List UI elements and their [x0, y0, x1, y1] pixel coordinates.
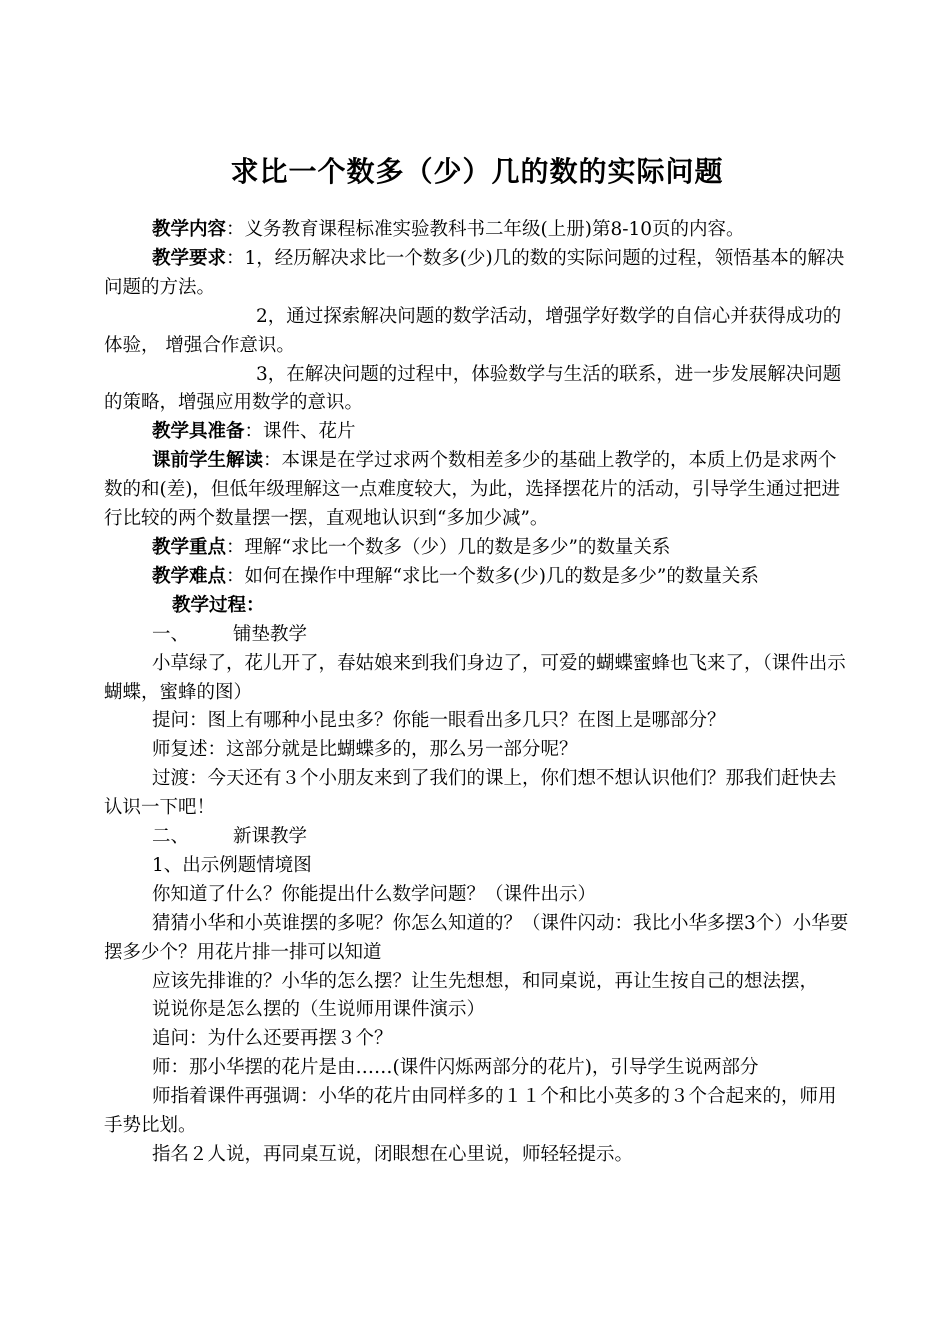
difficulty-text: ：如何在操作中理解“求比一个数多(少)几的数是多少”的数量关系 [226, 565, 759, 587]
teaching-content-paragraph [104, 216, 850, 245]
requirement-item-2: 2，通过探索解决问题的数学活动，增强学好数学的自信心并获得成功的体验， 增强合作意识。 [104, 305, 842, 356]
s2-paragraph-3: 猜猜小华和小英谁摆的多呢？你怎么知道的？（课件闪动：我比小华多摆3个）小华要摆多少个？用花片排一排可以知道 [104, 912, 849, 963]
s1-paragraph-2: 提问：图上有哪种小昆虫多？你能一眼看出多几只？在图上是哪部分？ [152, 710, 726, 732]
process-heading [104, 592, 850, 621]
section-1-heading [104, 621, 850, 650]
requirements-label: 教学要求 [152, 247, 227, 269]
s2-paragraph-8: 师指着课件再强调：小华的花片由同样多的１１个和比小英多的３个合起来的，师用手势比划。 [104, 1086, 837, 1137]
section-2-number: 二、 [152, 826, 190, 848]
prep-label: 教学具准备 [152, 421, 245, 443]
s2-paragraph-6: 追问：为什么还要再摆３个？ [152, 1028, 393, 1050]
preread-text: ：本课是在学过求两个数相差多少的基础上教学的，本质上仍是求两个数的和(差)，但低年级理解这一点难度较大，为此，选择摆花片的活动，引导学生通过把进行比较的两个数量摆一摆，直观地认识到“多加少减”。 [104, 450, 840, 530]
process-label: 教学过程： [172, 594, 265, 616]
teaching-content-text: ：义务教育课程标准实验教科书二年级(上册)第8-10页的内容。 [226, 219, 745, 240]
s2-paragraph-2: 你知道了什么？你能提出什么数学问题？（课件出示） [152, 883, 597, 905]
s1-paragraph-1: 小草绿了，花儿开了，春姑娘来到我们身边了，可爱的蝴蝶蜜蜂也飞来了，（课件出示蝴蝶，蜜蜂的图） [104, 652, 846, 703]
prep-paragraph [104, 418, 850, 447]
requirement-item-1: ：1，经历解决求比一个数多(少)几的数的实际问题的过程，领悟基本的解决问题的方法。 [104, 247, 845, 298]
section-1-number: 一、 [152, 623, 190, 645]
key-point-label: 教学重点 [152, 536, 227, 558]
key-point-text: ：理解“求比一个数多（少）几的数是多少”的数量关系 [226, 536, 671, 558]
section-1-title: 铺垫教学 [233, 623, 308, 645]
document-page [104, 150, 850, 1170]
section-2-heading [104, 823, 850, 852]
s2-paragraph-7: 师：那小华摆的花片是由……(课件闪烁两部分的花片)，引导学生说两部分 [152, 1057, 759, 1079]
s2-paragraph-9: 指名２人说，再同桌互说，闭眼想在心里说，师轻轻提示。 [152, 1144, 634, 1165]
requirements-paragraph [104, 245, 850, 303]
section-2-title: 新课教学 [233, 826, 308, 848]
preread-label: 课前学生解读 [152, 450, 264, 472]
s1-paragraph-3: 师复述：这部分就是比蝴蝶多的，那么另一部分呢？ [152, 739, 578, 761]
s2-paragraph-1: 1、出示例题情境图 [152, 854, 312, 876]
difficulty-paragraph [104, 563, 850, 592]
preread-paragraph [104, 447, 850, 534]
prep-text: ：课件、花片 [244, 421, 356, 443]
requirement-item-3: 3，在解决问题的过程中，体验数学与生活的联系，进一步发展解决问题的策略，增强应用数学的意识。 [104, 363, 842, 414]
teaching-content-label: 教学内容 [152, 219, 227, 240]
s2-paragraph-5: 说说你是怎么摆的（生说师用课件演示） [152, 999, 486, 1021]
difficulty-label: 教学难点 [152, 565, 227, 587]
document-title: 求比一个数多（少）几的数的实际问题 [230, 155, 724, 188]
key-point-paragraph [104, 534, 850, 563]
s2-paragraph-4: 应该先排谁的？小华的怎么摆？让生先想想，和同桌说，再让生按自己的想法摆， [152, 970, 819, 992]
s1-paragraph-4: 过渡：今天还有３个小朋友来到了我们的课上，你们想不想认识他们？那我们赶快去认识一下吧！ [104, 768, 837, 819]
